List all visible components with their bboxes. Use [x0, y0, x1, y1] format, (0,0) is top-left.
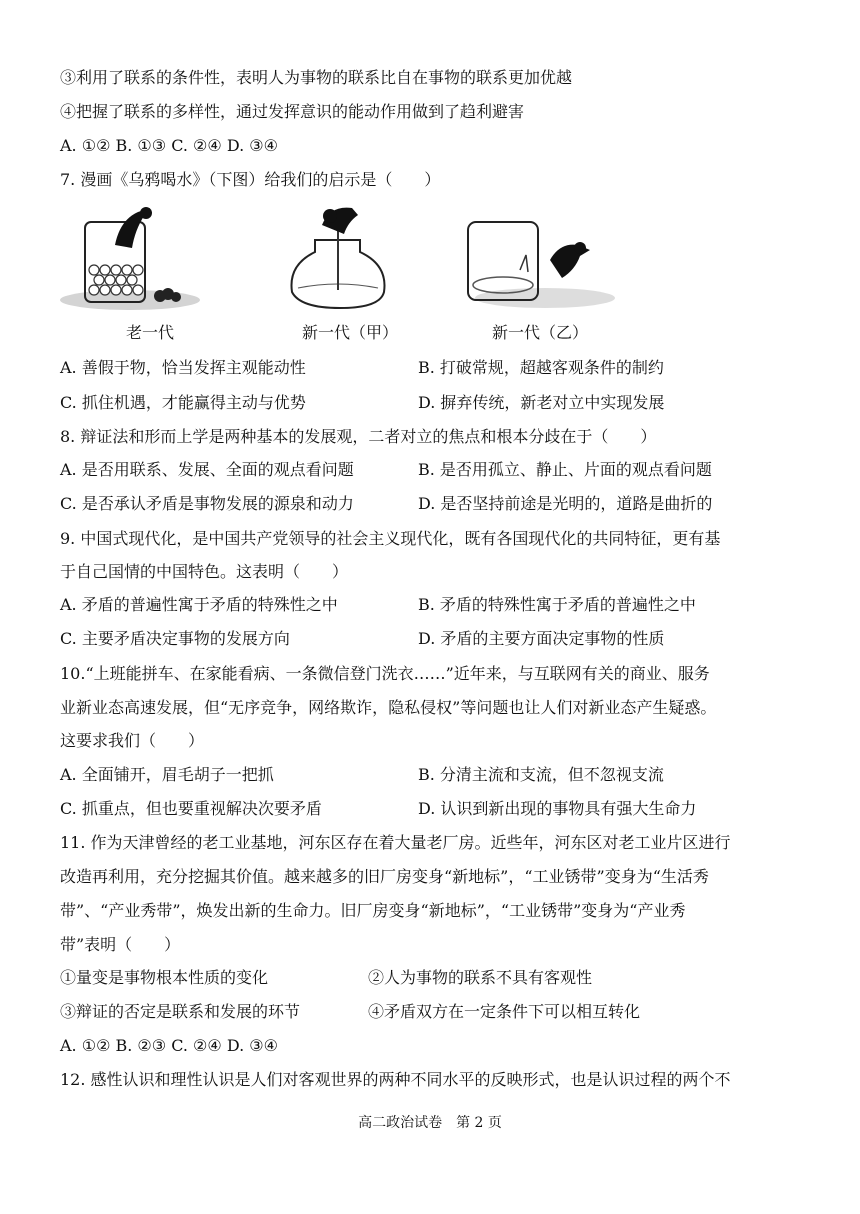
- question-11-line-2: 改造再利用，充分挖掘其价值。越来越多的旧厂房变身“新地标”，“工业锈带”变身为“生活秀: [60, 867, 709, 886]
- q11-statement-3: ③辩证的否定是联系和发展的环节: [60, 1002, 301, 1021]
- q8-option-a: A. 是否用联系、发展、全面的观点看问题: [60, 460, 354, 479]
- question-10-line-2: 业新业态高速发展，但“无序竞争，网络欺诈，隐私侵权”等问题也让人们对新业态产生疑惑。: [60, 698, 717, 717]
- q9-option-d: D. 矛盾的主要方面决定事物的性质: [418, 629, 665, 648]
- q7-option-d: D. 摒弃传统，新老对立中实现发展: [418, 393, 665, 412]
- q9-option-b: B. 矛盾的特殊性寓于矛盾的普遍性之中: [418, 595, 696, 614]
- question-10-line-1: 10.“上班能拼车、在家能看病、一条微信登门洗衣……”近年来，与互联网有关的商业、服务: [60, 664, 710, 683]
- caption-old-generation: 老一代: [125, 323, 174, 342]
- q10-option-a: A. 全面铺开，眉毛胡子一把抓: [60, 765, 274, 784]
- comic-panel-new-generation-b: [450, 200, 630, 345]
- q8-option-c: C. 是否承认矛盾是事物发展的源泉和动力: [60, 494, 354, 513]
- q11-statement-2: ②人为事物的联系不具有客观性: [368, 968, 593, 987]
- crow-jar-outside-icon: [450, 200, 630, 320]
- q7-option-c: C. 抓住机遇，才能赢得主动与优势: [60, 393, 306, 412]
- question-11-line-1: 11. 作为天津曾经的老工业基地，河东区存在着大量老厂房。近些年，河东区对老工业片区进行: [60, 833, 731, 852]
- q7-option-a: A. 善假于物，恰当发挥主观能动性: [60, 358, 306, 377]
- option-line-3: ③利用了联系的条件性，表明人为事物的联系比自在事物的联系更加优越: [60, 68, 573, 87]
- q8-option-d: D. 是否坚持前途是光明的，道路是曲折的: [418, 494, 713, 513]
- comic-panel-new-generation-a: [260, 200, 440, 345]
- question-11-line-3: 带”、“产业秀带”，焕发出新的生命力。旧厂房变身“新地标”，“工业锈带”变身为“产业秀: [60, 901, 686, 920]
- caption-new-generation-a: 新一代（甲）: [301, 323, 398, 342]
- crow-vase-straw-icon: [260, 200, 440, 320]
- q7-option-b: B. 打破常规，超越客观条件的制约: [418, 358, 664, 377]
- question-8: 8. 辩证法和形而上学是两种基本的发展观，二者对立的焦点和根本分歧在于（ ）: [60, 427, 657, 446]
- crow-jar-pebbles-icon: [60, 200, 240, 320]
- question-11-line-4: 带”表明（ ）: [60, 935, 181, 954]
- question-10-line-3: 这要求我们（ ）: [60, 731, 205, 750]
- q8-option-b: B. 是否用孤立、静止、片面的观点看问题: [418, 460, 712, 479]
- answer-choices-q6: A. ①② B. ①③ C. ②④ D. ③④: [60, 136, 278, 155]
- q9-option-c: C. 主要矛盾决定事物的发展方向: [60, 629, 290, 648]
- question-12-line-1: 12. 感性认识和理性认识是人们对客观世界的两种不同水平的反映形式，也是认识过程的两个不: [60, 1070, 731, 1089]
- q10-option-c: C. 抓重点，但也要重视解决次要矛盾: [60, 799, 322, 818]
- q11-statement-4: ④矛盾双方在一定条件下可以相互转化: [368, 1002, 641, 1021]
- caption-new-generation-b: 新一代（乙）: [491, 323, 588, 342]
- q10-option-d: D. 认识到新出现的事物具有强大生命力: [418, 799, 697, 818]
- question-9-line-1: 9. 中国式现代化，是中国共产党领导的社会主义现代化，既有各国现代化的共同特征，更有基: [60, 529, 721, 548]
- option-line-4: ④把握了联系的多样性，通过发挥意识的能动作用做到了趋利避害: [60, 102, 525, 121]
- question-7: 7. 漫画《乌鸦喝水》（下图）给我们的启示是（ ）: [60, 170, 441, 189]
- page-footer: 高二政治试卷 第 2 页: [358, 1115, 502, 1131]
- comic-panel-old-generation: [60, 200, 240, 345]
- q9-option-a: A. 矛盾的普遍性寓于矛盾的特殊性之中: [60, 595, 338, 614]
- question-9-line-2: 于自己国情的中国特色。这表明（ ）: [60, 562, 349, 581]
- answer-choices-q11: A. ①② B. ②③ C. ②④ D. ③④: [60, 1036, 278, 1055]
- crow-comic-figure: [60, 200, 620, 345]
- q10-option-b: B. 分清主流和支流，但不忽视支流: [418, 765, 664, 784]
- q11-statement-1: ①量变是事物根本性质的变化: [60, 968, 269, 987]
